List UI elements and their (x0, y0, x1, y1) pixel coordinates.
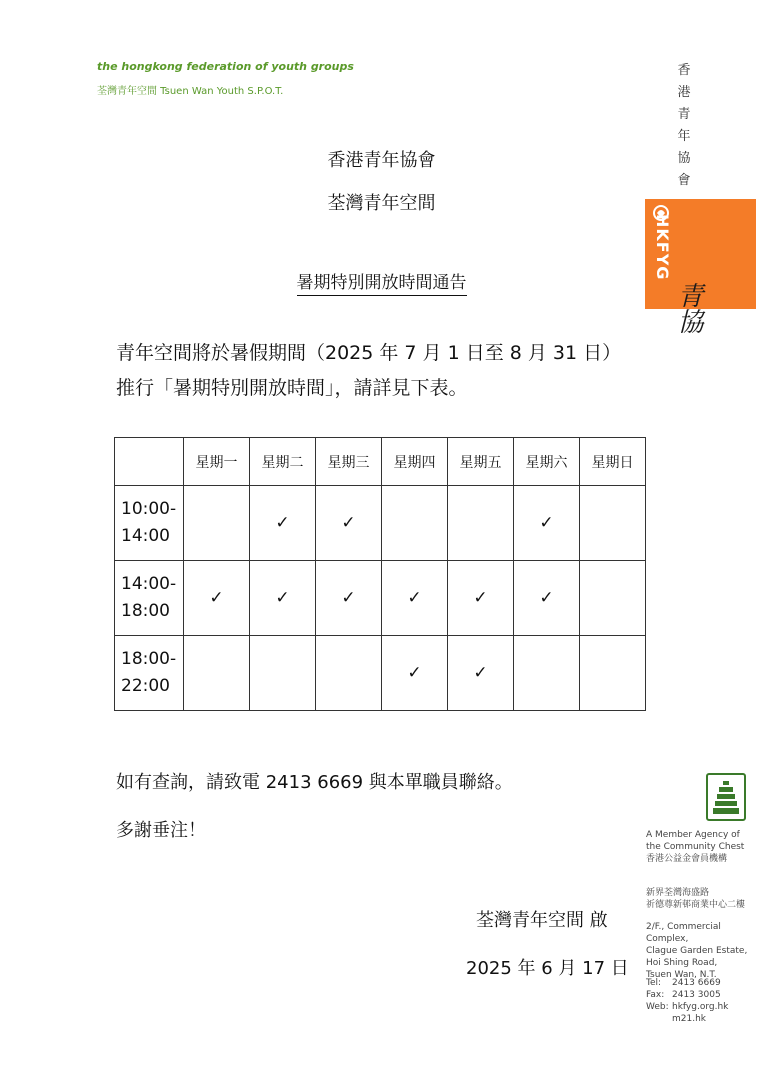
check-mark: ✓ (275, 513, 290, 533)
fax-value: 2413 3005 (672, 990, 721, 1000)
info-line: 2/F., Commercial Complex, (646, 922, 721, 944)
community-chest-info (646, 829, 744, 865)
date-line: 2025 年 6 月 17 日 (466, 958, 629, 979)
time-end: 18:00 (121, 601, 170, 621)
schedule-cell (448, 636, 514, 711)
fax-label: Fax: (646, 990, 665, 1000)
day-header: 星期三 (316, 438, 382, 486)
day-header: 星期一 (184, 438, 250, 486)
day-header: 星期六 (514, 438, 580, 486)
schedule-cell (382, 636, 448, 711)
web-line (646, 1001, 728, 1013)
notice-title-text: 暑期特別開放時間通告 (297, 273, 467, 296)
schedule-cell (184, 636, 250, 711)
schedule-table (114, 437, 646, 711)
logo-text: HKFYG (653, 214, 672, 281)
tel-line (646, 977, 728, 989)
schedule-cell (382, 561, 448, 636)
info-line: Clague Garden Estate, (646, 946, 748, 956)
vertical-char: 會 (677, 173, 691, 188)
check-mark: ✓ (407, 588, 422, 608)
address-en (646, 921, 763, 981)
check-mark: ✓ (341, 513, 356, 533)
time-slot (115, 636, 184, 711)
table-row (115, 636, 646, 711)
page-title: 香港青年協會 (327, 150, 436, 171)
table-row (115, 486, 646, 561)
org-subtitle: 荃灣青年空間 Tsuen Wan Youth S.P.O.T. (97, 86, 284, 97)
schedule-cell (514, 486, 580, 561)
schedule-cell (448, 561, 514, 636)
vertical-char: 港 (677, 85, 691, 100)
schedule-cell (184, 561, 250, 636)
time-slot (115, 561, 184, 636)
signature-line: 荃灣青年空間 啟 (476, 910, 608, 931)
schedule-cell (514, 636, 580, 711)
body-paragraph-2: 推行「暑期特別開放時間」，請詳見下表。 (116, 377, 468, 399)
info-line: the Community Chest (646, 842, 745, 852)
tel-value: 2413 6669 (672, 978, 721, 988)
check-mark: ✓ (209, 588, 224, 608)
time-end: 22:00 (121, 676, 170, 696)
schedule-cell (382, 486, 448, 561)
vertical-char: 青 (677, 107, 691, 122)
day-header: 星期四 (382, 438, 448, 486)
web-link[interactable]: m21.hk (672, 1014, 706, 1024)
contact-details (646, 977, 728, 1025)
vertical-org-name (676, 60, 692, 192)
web-line-2 (646, 1013, 728, 1025)
body-paragraph-1: 青年空間將於暑假期間（2025 年 7 月 1 日至 8 月 31 日） (116, 342, 622, 364)
info-line: A Member Agency of (646, 830, 740, 840)
notice-title (0, 268, 763, 293)
info-line: Tsuen Wan, N.T. (646, 970, 717, 980)
fax-line (646, 989, 728, 1001)
time-slot (115, 486, 184, 561)
schedule-cell (250, 636, 316, 711)
check-mark: ✓ (341, 588, 356, 608)
vertical-char: 香 (677, 63, 691, 78)
community-chest-icon (706, 773, 746, 821)
info-line: 香港公益金會員機構 (646, 854, 728, 864)
check-mark: ✓ (539, 513, 554, 533)
table-header-row (115, 438, 646, 486)
check-mark: ✓ (473, 588, 488, 608)
time-start: 14:00- (121, 574, 177, 594)
org-name-english: the hongkong federation of youth groups (97, 60, 354, 73)
web-label: Web: (646, 1002, 669, 1012)
vertical-char: 年 (677, 129, 691, 144)
schedule-cell (448, 486, 514, 561)
thanks-line: 多謝垂注！ (116, 820, 206, 841)
schedule-cell (580, 486, 646, 561)
schedule-cell (250, 486, 316, 561)
time-start: 18:00- (121, 649, 177, 669)
tel-label: Tel: (646, 978, 662, 988)
check-mark: ✓ (539, 588, 554, 608)
check-mark: ✓ (407, 663, 422, 683)
schedule-cell (316, 561, 382, 636)
info-line: 祈德尊新邨商業中心二樓 (646, 900, 746, 910)
corner-cell (115, 438, 184, 486)
info-line: Hoi Shing Road, (646, 958, 718, 968)
schedule-cell (514, 561, 580, 636)
day-header: 星期五 (448, 438, 514, 486)
schedule-cell (316, 486, 382, 561)
logo-chinese: 青協 (673, 282, 703, 334)
day-header: 星期二 (250, 438, 316, 486)
schedule-cell (250, 561, 316, 636)
time-end: 14:00 (121, 526, 170, 546)
schedule-cell (580, 561, 646, 636)
web-link[interactable]: hkfyg.org.hk (672, 1002, 729, 1012)
time-start: 10:00- (121, 499, 177, 519)
check-mark: ✓ (275, 588, 290, 608)
vertical-char: 協 (677, 151, 691, 166)
check-mark: ✓ (473, 663, 488, 683)
address-zh (646, 887, 745, 911)
contact-line: 如有查詢，請致電 2413 6669 與本單職員聯絡。 (116, 772, 513, 793)
schedule-cell (316, 636, 382, 711)
schedule-cell (184, 486, 250, 561)
info-line: 新界荃灣海盛路 (646, 888, 710, 898)
day-header: 星期日 (580, 438, 646, 486)
page-subtitle: 荃灣青年空間 (327, 193, 436, 214)
table-row (115, 561, 646, 636)
schedule-cell (580, 636, 646, 711)
